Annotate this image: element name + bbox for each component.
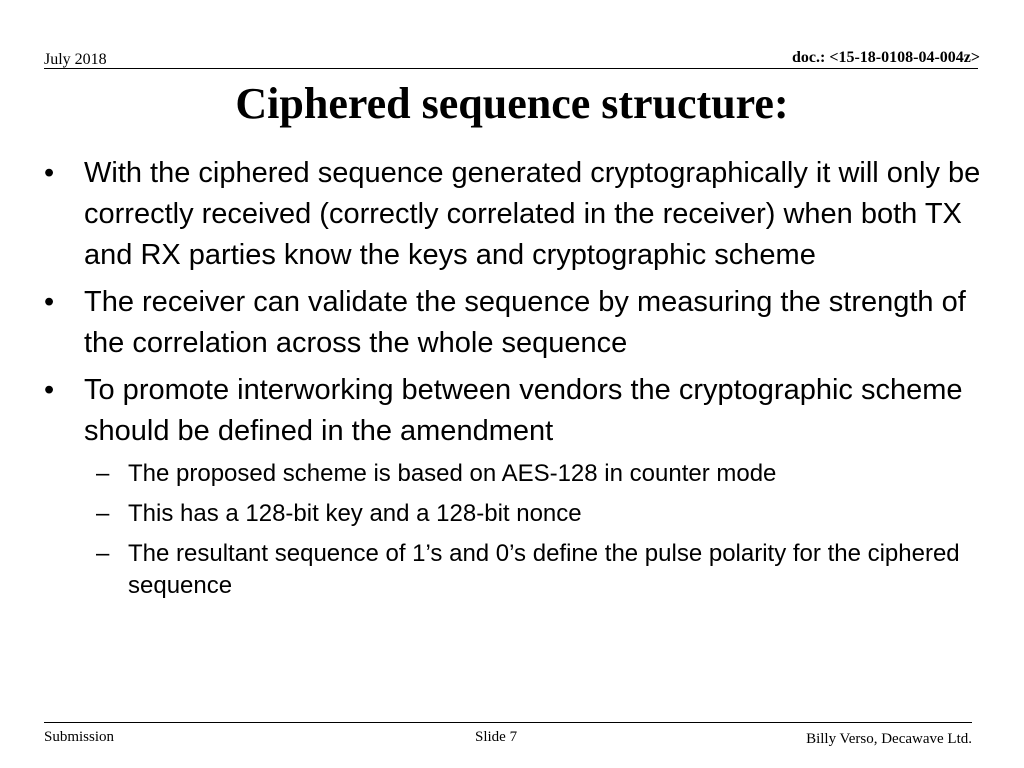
bullet-marker: • bbox=[44, 157, 55, 189]
footer-author: Billy Verso, Decawave Ltd. bbox=[806, 731, 972, 747]
slide-title: Ciphered sequence structure: bbox=[235, 79, 789, 128]
sub-bullet-item bbox=[40, 498, 1012, 530]
bullet-text: With the ciphered sequence generated cryptographically it will only be correctly received (correctly correlated in the receiver) when both TX and RX parties know the keys and cryptographic scheme bbox=[84, 157, 981, 271]
sub-bullet-item bbox=[40, 538, 1012, 602]
header-date: July 2018 bbox=[44, 51, 107, 68]
sub-bullet-marker: – bbox=[96, 460, 110, 487]
sub-bullet-marker: – bbox=[96, 500, 110, 527]
bullet-marker: • bbox=[44, 374, 55, 406]
bullet-item bbox=[40, 370, 1012, 452]
header-doc-id: doc.: <15-18-0108-04-004z> bbox=[792, 49, 980, 66]
header-divider bbox=[44, 68, 978, 69]
bullet-item bbox=[40, 282, 1012, 364]
footer-slide-number: Slide 7 bbox=[475, 729, 518, 745]
bullet-item bbox=[40, 153, 1012, 276]
footer-divider bbox=[44, 722, 972, 723]
bullet-text: The receiver can validate the sequence by measuring the strength of the correlation across the whole sequence bbox=[84, 286, 966, 359]
sub-bullet-text: This has a 128-bit key and a 128-bit nonce bbox=[128, 500, 582, 527]
slide-body bbox=[40, 153, 1012, 610]
sub-bullet-item bbox=[40, 458, 1012, 490]
footer-submission: Submission bbox=[44, 729, 115, 745]
sub-bullet-marker: – bbox=[96, 540, 110, 567]
bullet-text: To promote interworking between vendors the cryptographic scheme should be defined in the amendment bbox=[84, 374, 963, 447]
sub-bullet-text: The proposed scheme is based on AES-128 in counter mode bbox=[128, 460, 777, 487]
bullet-marker: • bbox=[44, 286, 55, 318]
sub-bullet-text: The resultant sequence of 1’s and 0’s define the pulse polarity for the ciphered sequence bbox=[128, 540, 960, 599]
